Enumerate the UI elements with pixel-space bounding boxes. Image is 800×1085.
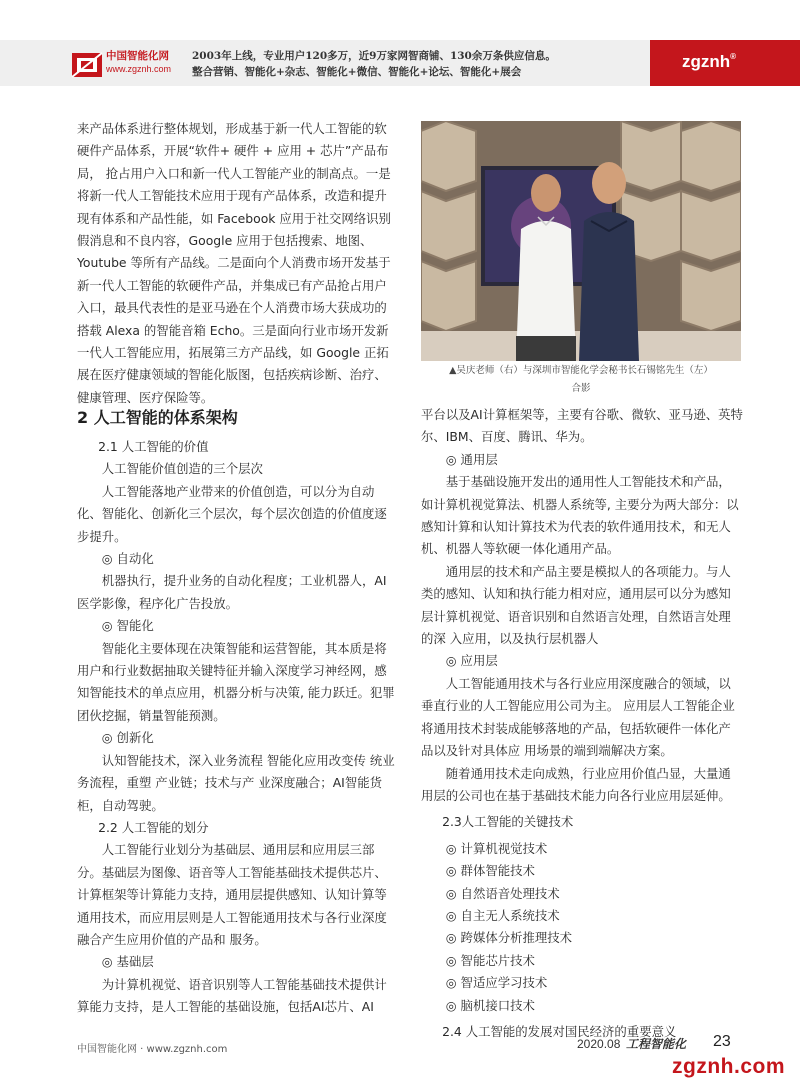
paragraph: 认知智能技术，深入业务流程 智能化应用改变传 统业务流程，重塑 产业链；技术与产 业深度融合；AI智能货柜，自动驾驶。 [77, 752, 395, 813]
subheading-2-3: 2.3人工智能的关键技术 [442, 814, 574, 830]
tech-list-item: ◎ 自主无人系统技术 [445, 907, 560, 923]
paragraph: 智能化主要体现在决策智能和运营智能，其本质是将用户和行业数据抽取关键特征并输入深度学习神经网，感知智能技术的单点应用，机器分析与决策, 能力跃迁。犯罪团伙挖掘，销量智能预测。 [77, 640, 395, 723]
paragraph: 人工智能行业划分为基础层、通用层和应用层三部分。基础层为图像、语音等人工智能基础技术提供芯片、计算框架等计算能力支持，通用层提供感知、认知计算等通用技术，而应用层则是人工智能通用技术与各行业深度融合产生应用价值的产品和 服务。 [77, 842, 387, 947]
tech-list-item: ◎ 智能芯片技术 [445, 952, 535, 968]
marker-innovation: ◎ 创新化 [101, 730, 154, 746]
paragraph: 机器执行，提升业务的自动化程度；工业机器人，AI医学影像，程序化广告投放。 [77, 573, 387, 611]
subheading-2-2: 2.2 人工智能的划分 [98, 819, 209, 835]
marker-general-layer: ◎ 通用层 [445, 451, 498, 467]
marker-base-layer: ◎ 基础层 [101, 954, 154, 970]
marker-intelligence: ◎ 智能化 [101, 618, 154, 634]
paragraph: 通用层的技术和产品主要是模拟人的各项能力。与人类的感知、认知和执行能力相对应，通用层可以分为感知层计算机视觉、语音识别和自然语言处理，自然语言处理的深 入应用，以及执行层机器人 [421, 563, 731, 647]
brand-name: 中国智能化网 [106, 50, 169, 62]
marker-application-layer: ◎ 应用层 [445, 653, 498, 669]
tech-list-item: ◎ 跨媒体分析推理技术 [445, 930, 573, 946]
brand-url[interactable]: www.zgznh.com [106, 64, 172, 74]
photo-caption [421, 362, 741, 398]
left-column [77, 436, 397, 1019]
registered-mark: ® [730, 52, 737, 61]
caption-line: 合影 [571, 383, 591, 394]
paragraph: 随着通用技术走向成熟，行业应用价值凸显，大量通用层的公司也在基于基础技术能力向各行业应用层延伸。 [421, 765, 731, 803]
tech-list-item: ◎ 群体智能技术 [445, 863, 535, 879]
subheading-2-1: 2.1 人工智能的价值 [98, 439, 209, 454]
page-header [0, 0, 800, 86]
right-column [421, 404, 743, 1043]
header-tagline-2: 整合营销、智能化+杂志、智能化+微信、智能化+论坛、智能化+展会 [192, 66, 522, 78]
tech-list-item: ◎ 脑机接口技术 [445, 997, 535, 1013]
marker-automation: ◎ 自动化 [101, 551, 154, 567]
site-badge-label: zgznh [682, 52, 731, 71]
magazine-name: 工程智能化 [626, 1037, 687, 1051]
paragraph: 为计算机视觉、语音识别等人工智能基础技术提供计算能力支持，是人工智能的基础设施，包括AI芯片、AI [77, 976, 387, 1015]
header-tagline-1: 2003年上线，专业用户120多万，近9万家网智商铺、130余万条供应信息。 [192, 50, 556, 62]
photo-illustration [421, 121, 741, 361]
paragraph: 平台以及AI计算框架等，主要有谷歌、微软、亚马逊、英特尔、IBM、百度、腾讯、华为。 [421, 407, 743, 445]
site-badge [650, 40, 800, 86]
subheading-2-4: 2.4 人工智能的发展对国民经济的重要意义 [442, 1023, 677, 1039]
paragraph: 人工智能价值创造的三个层次 [101, 461, 263, 477]
caption-line: ▲吴庆老师（右）与深圳市智能化学会秘书长石锡铭先生（左） [449, 365, 713, 376]
paragraph: 人工智能通用技术与各行业应用深度融合的领域，以垂直行业的人工智能应用公司为主。 应用层人工智能企业将通用技术封装成能够落地的产品，包括软硬件一体化产品以及针对具体应 用场景的端到端解决方案。 [421, 675, 735, 759]
paragraph: 基于基础设施开发出的通用性人工智能技术和产品，如计算机视觉算法、机器人系统等, 主要分为两大部分：以感知计算和认知计算技术为代表的软件通用技术，和无人机、机器人等软硬一体化通用产品。 [421, 474, 739, 557]
article-photo [421, 121, 741, 361]
brand-logo-icon [70, 50, 106, 80]
tech-list-item: ◎ 自然语音处理技术 [445, 885, 560, 901]
intro-text: 来产品体系进行整体规划，形成基于新一代人工智能的软硬件产品体系，开展“软件+ 硬件 + 应用 + 芯片”产品布局， 抢占用户入口和新一代人工智能产业的制高点。一是将新一代人工智能技术应用于现有产品体系，改造和提升现有体系和产品性能，如 Facebook 应用于社交网络识别假消息和不良内容，Google 应用于包括搜索、地图、Youtube 等所有产品线。二是面向个人消费市场开发基于新一代人工智能的软硬件产品，并集成已有产品抢占用户入口，最具代表性的是亚马逊在个人消费市场大获成功的搭载 Alexa 的智能音箱 Echo。三是面向行业市场开发新一代人工智能应用，拓展第三方产品线，如 Google 正拓展在医疗健康领域的智能化版图，包括疾病诊断、治疗、健康管理、医疗保险等。 [77, 121, 391, 405]
intro-paragraph [77, 118, 397, 409]
tech-list [421, 838, 743, 1017]
watermark: zgznh.com [672, 1055, 785, 1078]
site-badge-text [682, 52, 736, 72]
page-number: 23 [713, 1033, 731, 1050]
tech-list-item: ◎ 智适应学习技术 [445, 975, 548, 991]
tech-list-item: ◎ 计算机视觉技术 [445, 840, 548, 856]
issue-date: 2020.08 [577, 1037, 621, 1051]
footer-site: 中国智能化网 · www.zgznh.com [77, 1044, 228, 1055]
paragraph: 人工智能落地产业带来的价值创造，可以分为自动化、智能化、创新化三个层次，每个层次创造的价值度逐步提升。 [77, 483, 387, 544]
section-title: 2 人工智能的体系架构 [77, 408, 238, 427]
